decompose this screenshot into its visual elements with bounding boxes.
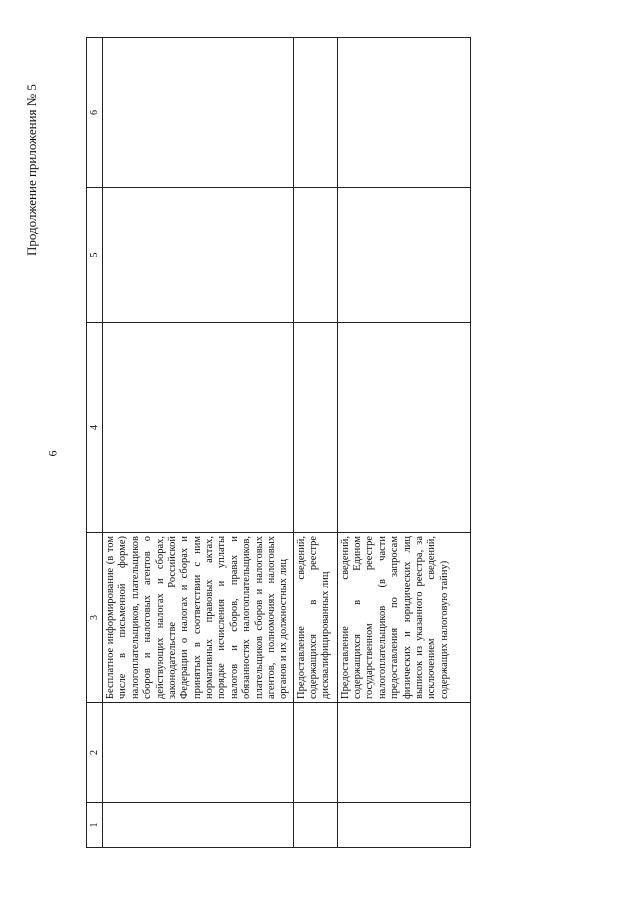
column-number-6: 6 (87, 38, 103, 188)
page-number: 6 (45, 450, 60, 457)
column-number-2: 2 (87, 703, 103, 803)
table-row (293, 38, 337, 848)
cell-col4 (103, 323, 294, 533)
cell-col2 (293, 703, 337, 803)
cell-col2 (103, 703, 294, 803)
cell-col6 (337, 38, 470, 188)
appendix-title: Продолжение приложения № 5 (24, 84, 39, 256)
cell-col6 (293, 38, 337, 188)
table-row (337, 38, 470, 848)
cell-col5 (293, 188, 337, 323)
cell-col2 (337, 703, 470, 803)
cell-col5 (103, 188, 294, 323)
column-number-3: 3 (87, 533, 103, 703)
cell-col5 (337, 188, 470, 323)
service-description: Предоставление сведений, содержащихся в реестре дисквалифицированных лиц (293, 533, 337, 703)
column-number-row (87, 38, 103, 848)
cell-col1 (293, 803, 337, 848)
appendix-header (20, 60, 50, 260)
table-row (103, 38, 294, 848)
cell-col1 (337, 803, 470, 848)
cell-col4 (337, 323, 470, 533)
service-description: Бесплатное информирование (в том числе в письменной форме) налогоплательщиков, плательщиков сборов и налоговых агентов о действующих налогах и сборах, законодательстве Российской Федерации о налогах и сборах и принятых в соответствии с ним нормативных правовых актах, порядке исчисления и уплаты налогов и сборов, правах и обязанностях налогоплательщиков, плательщиков сборов и налоговых агентов, полномочиях налоговых органов и их должностных лиц (103, 533, 294, 703)
services-table (86, 38, 471, 848)
column-number-5: 5 (87, 188, 103, 323)
cell-col6 (103, 38, 294, 188)
service-description: Предоставление сведений, содержащихся в Едином государственном реестре налогоплательщиков (в части предоставления по запросам физических и юридических лиц выписок из указанного реестра, за исключением сведений, содержащих налоговую тайну) (337, 533, 470, 703)
column-number-4: 4 (87, 323, 103, 533)
column-number-1: 1 (87, 803, 103, 848)
cell-col4 (293, 323, 337, 533)
cell-col1 (103, 803, 294, 848)
